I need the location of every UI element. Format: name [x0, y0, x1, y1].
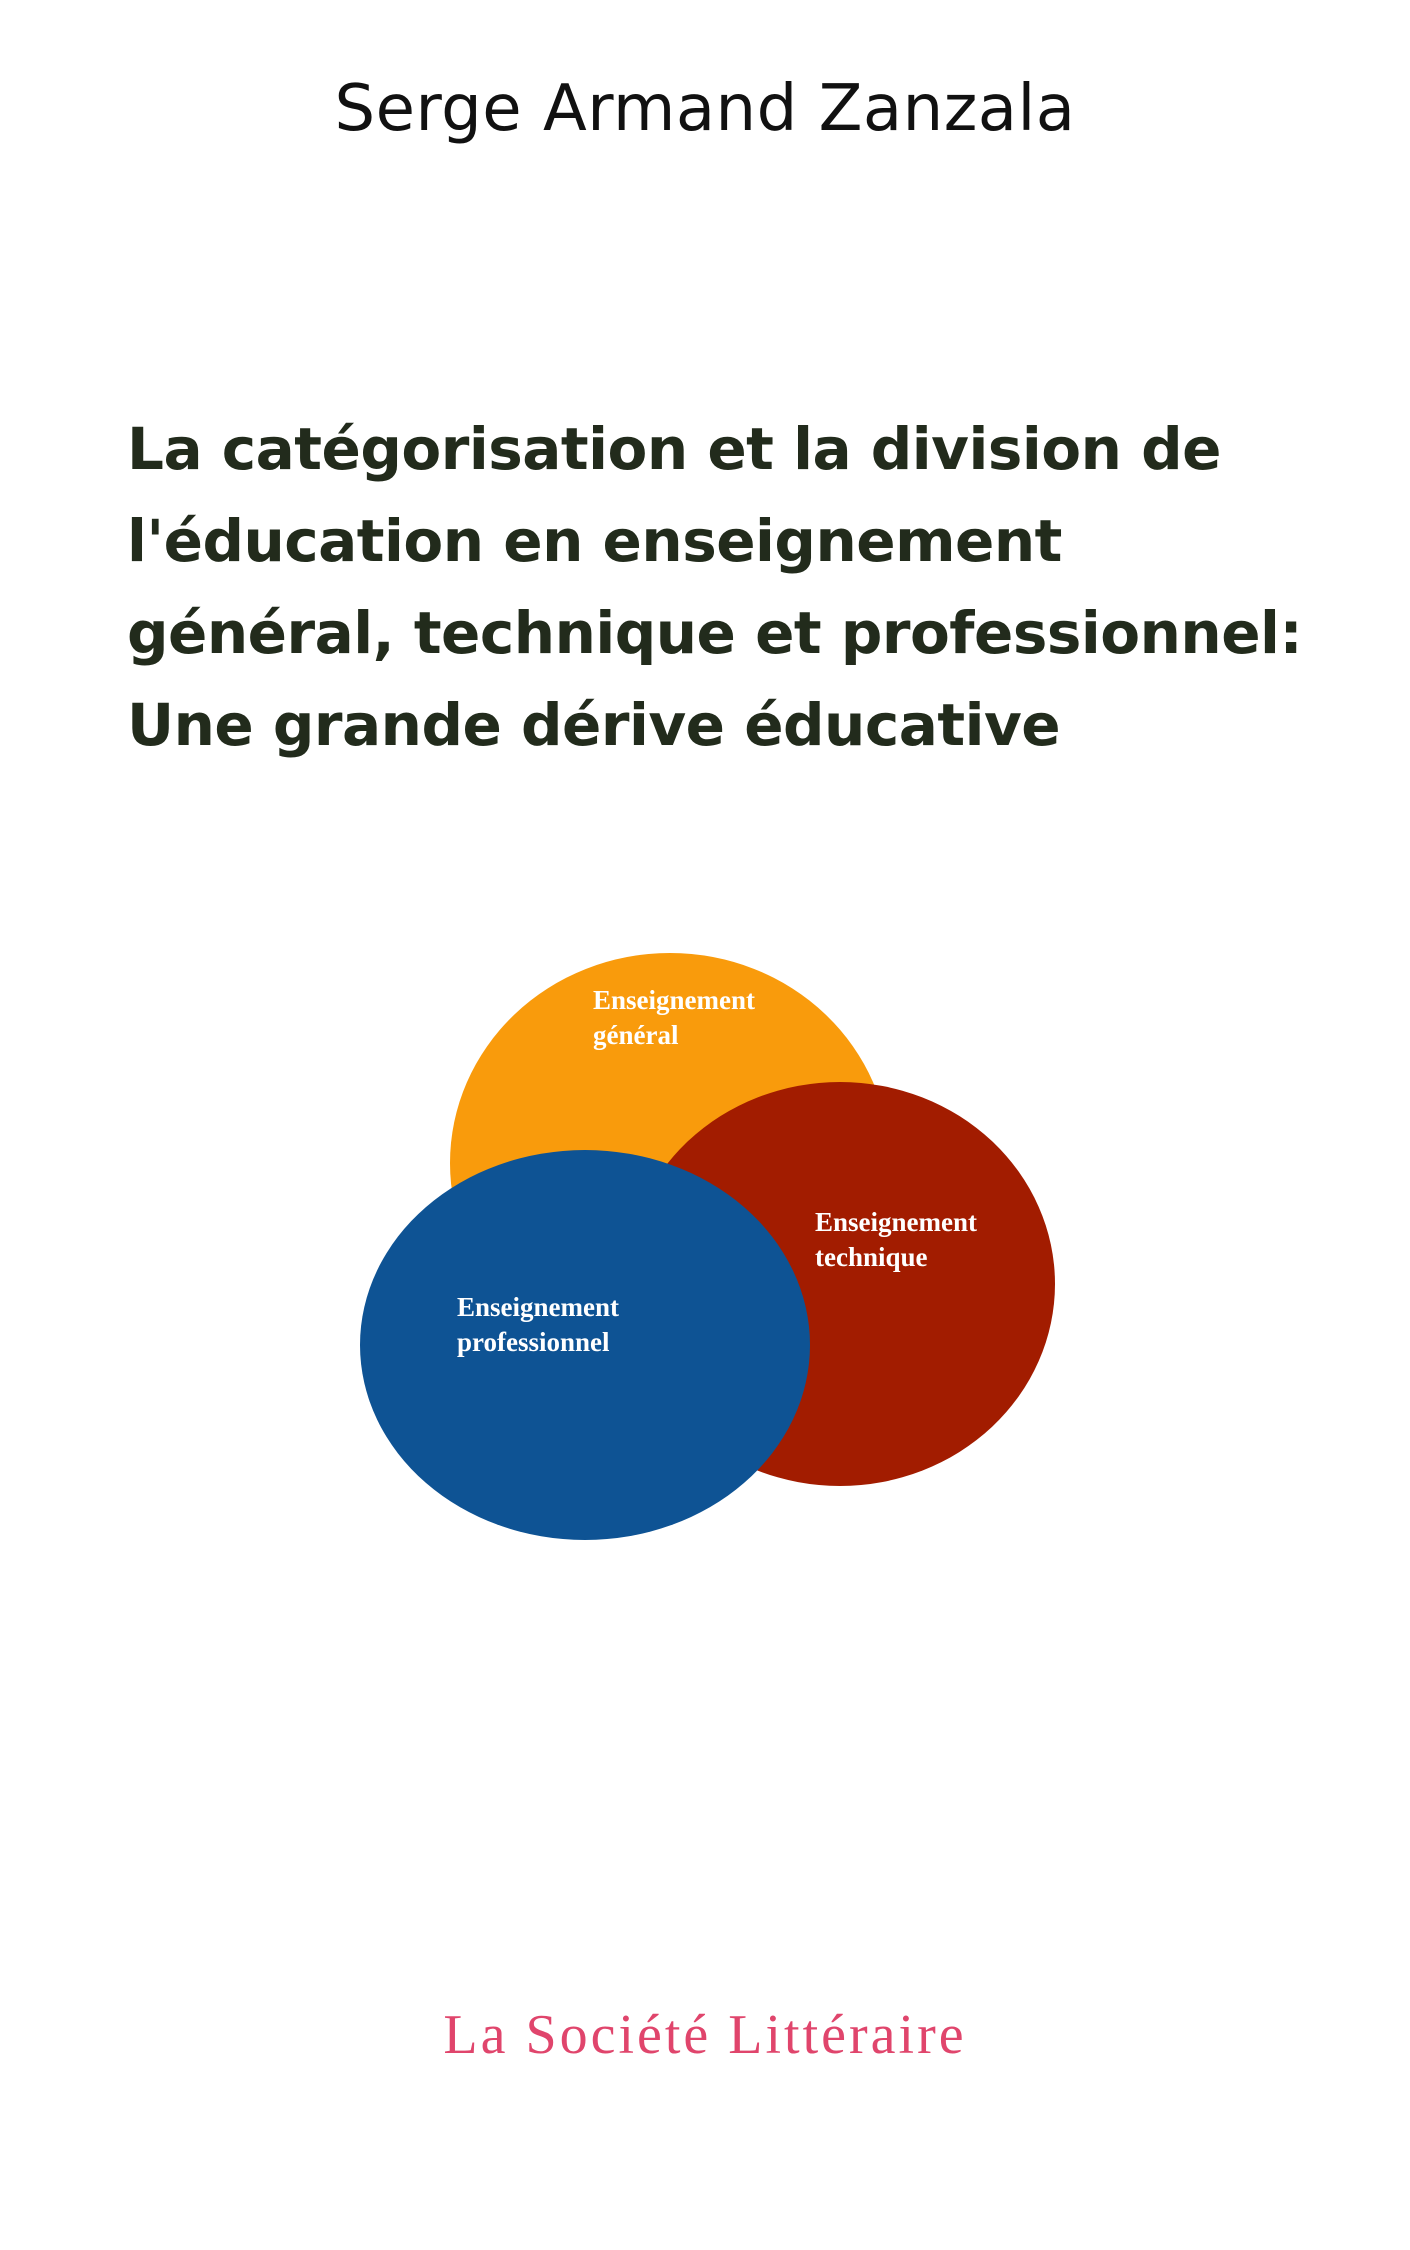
venn-diagram-svg: [340, 920, 1070, 1540]
label-professionnel-line: professionnel: [457, 1327, 610, 1357]
publisher-name: La Société Littéraire: [443, 2004, 967, 2066]
venn-diagram: [340, 920, 1070, 1540]
label-general-line: général: [593, 1020, 679, 1050]
label-technique-line: Enseignement: [815, 1207, 977, 1237]
label-professionnel-line: Enseignement: [457, 1292, 619, 1322]
title-line: Une grande dérive éducative: [127, 691, 1061, 759]
book-title: [127, 403, 1367, 771]
title-line: La catégorisation et la division de: [127, 415, 1221, 483]
author-name: Serge Armand Zanzala: [334, 72, 1076, 146]
label-technique-line: technique: [815, 1242, 928, 1272]
title-line: général, technique et professionnel:: [127, 599, 1303, 667]
title-line: l'éducation en enseignement: [127, 507, 1062, 575]
label-general-line: Enseignement: [593, 985, 755, 1015]
